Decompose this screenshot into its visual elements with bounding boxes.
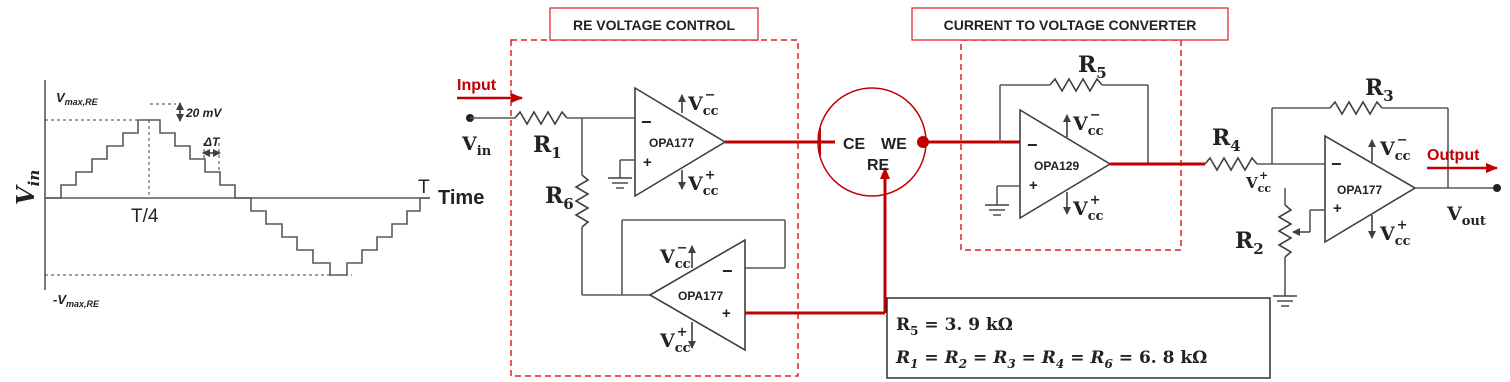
resistor-r3 (1330, 102, 1382, 114)
amp1-plus: + (643, 154, 652, 171)
waveform-panel (11, 80, 484, 309)
r6-label: $R_6$ (545, 183, 574, 213)
re-label: RE (867, 157, 890, 174)
vin-label: $V_{in}$ (462, 133, 492, 159)
y-axis-label: $V_{in}$ (11, 169, 43, 205)
step-height-label: 20 mV (186, 106, 222, 120)
resistor-r4 (1205, 158, 1257, 170)
resistor-r1 (515, 112, 567, 124)
vout-label: $V_{out}$ (1447, 203, 1486, 229)
amp4-plus: + (1333, 200, 1342, 217)
amp1-vcc-neg: $V_{cc}-$ (688, 88, 719, 119)
vmax-label: $V_{max,RE}$ (56, 90, 98, 107)
amp4-vcc-neg: $V_{cc}-$ (1380, 133, 1411, 164)
iv-converter-title: CURRENT TO VOLTAGE CONVERTER (943, 17, 1197, 33)
we-label: WE (881, 136, 907, 153)
amp2-vcc-pos: $V_{cc}+$ (660, 325, 691, 356)
resistor-r5 (1050, 79, 1102, 91)
ce-label: CE (843, 136, 866, 153)
r2-vcc-pos: $V_{cc}+$ (1246, 169, 1272, 195)
amp3-ground-icon (985, 205, 1009, 215)
resistor-values-line: $R_1 = R_2 = R_3 = R_4 = R_6 = 6$. 8 kΩ (896, 348, 1208, 371)
amp3-minus: − (1027, 135, 1038, 155)
amp2-model: OPA177 (678, 289, 724, 303)
r5-value-line: $R_5 = 3$. 9 kΩ (896, 315, 1013, 338)
re-control-title: RE VOLTAGE CONTROL (572, 17, 736, 33)
r2-label: $R_2$ (1235, 228, 1264, 258)
amp2-vcc-neg: $V_{cc}-$ (660, 241, 691, 272)
output-label: Output (1427, 147, 1480, 164)
amp2-plus: + (722, 305, 731, 322)
vout-terminal (1493, 184, 1501, 192)
amp3-vcc-pos: $V_{cc}+$ (1073, 193, 1104, 224)
amp1-vcc-pos: $V_{cc}+$ (688, 168, 719, 199)
r2-ground-icon (1273, 296, 1297, 306)
resistor-r6 (576, 175, 588, 227)
amp2-minus: − (722, 261, 733, 281)
amp3-plus: + (1029, 177, 1038, 194)
amp3-vcc-neg: $V_{cc}-$ (1073, 108, 1104, 139)
quarter-period-tick: T/4 (131, 206, 159, 227)
resistor-r2 (1279, 205, 1291, 257)
r4-label: $R_4$ (1212, 125, 1241, 155)
amp3-model: OPA129 (1034, 159, 1080, 173)
r1-label: $R_1$ (533, 132, 562, 162)
amp4-vcc-pos: $V_{cc}+$ (1380, 218, 1411, 249)
amp1-model: OPA177 (649, 136, 695, 150)
step-width-label: ΔT (204, 135, 220, 149)
r3-label: $R_3$ (1365, 75, 1394, 105)
input-label: Input (457, 77, 497, 94)
period-tick: T (418, 177, 430, 198)
amp1-ground-icon (608, 178, 632, 188)
amp1-minus: − (641, 112, 652, 132)
neg-vmax-label: $-V_{max,RE}$ (53, 292, 100, 309)
x-axis-label: Time (438, 187, 485, 209)
amp4-model: OPA177 (1337, 183, 1383, 197)
amp4-minus: − (1331, 154, 1342, 174)
r5-label: $R_5$ (1078, 52, 1107, 82)
